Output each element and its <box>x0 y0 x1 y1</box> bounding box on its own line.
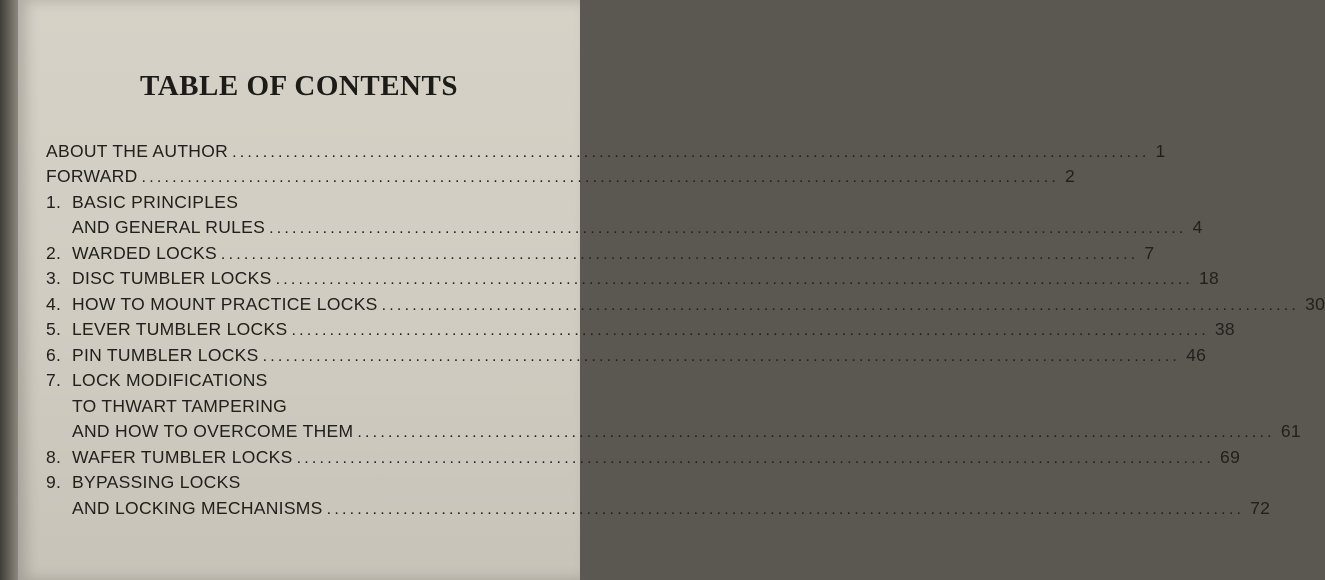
toc-line <box>46 493 1271 519</box>
toc-page-number: 69 <box>1220 446 1241 467</box>
toc-dot-leader: ........................................................................................................................ <box>220 245 1139 263</box>
toc-entry-title: FORWARD <box>46 166 138 186</box>
toc-page-number: 2 <box>1064 166 1076 186</box>
toc-entry <box>46 238 1155 264</box>
toc-entry-number: 6. <box>46 344 62 365</box>
toc-line <box>46 264 1220 290</box>
toc-entry <box>46 340 1207 366</box>
toc-dot-leader: ........................................................................................................................ <box>141 169 1059 186</box>
toc-entry-title: WARDED LOCKS <box>72 242 217 263</box>
toc-list <box>46 136 1325 519</box>
toc-entry-number: 1. <box>46 191 62 212</box>
toc-entry <box>46 187 1203 238</box>
toc-entry-number: 8. <box>46 446 62 467</box>
toc-entry-title: WAFER TUMBLER LOCKS <box>72 446 293 467</box>
book-page <box>18 0 1325 580</box>
toc-line <box>46 187 562 213</box>
toc-line <box>46 136 1166 162</box>
toc-entry <box>46 162 1076 188</box>
toc-page-number: 61 <box>1280 421 1301 441</box>
toc-entry-title: BASIC PRINCIPLES <box>72 191 239 212</box>
toc-line <box>46 366 562 392</box>
toc-dot-leader: ........................................................................................................................ <box>381 296 1300 314</box>
toc-entry-number: 7. <box>46 370 62 390</box>
toc-dot-leader: ........................................................................................................................ <box>262 347 1181 365</box>
toc-dot-leader: ........................................................................................................................ <box>326 500 1245 518</box>
toc-line <box>46 238 1155 264</box>
toc-line <box>46 289 1325 315</box>
toc-page-number: 4 <box>1192 217 1203 237</box>
toc-page-number: 72 <box>1250 497 1271 518</box>
toc-dot-leader: ........................................................................................................................ <box>291 322 1209 339</box>
toc-dot-leader: ........................................................................................................................ <box>296 449 1215 467</box>
toc-entry-title: DISC TUMBLER LOCKS <box>72 268 272 288</box>
toc-entry-number: 9. <box>46 472 62 492</box>
toc-line <box>46 468 562 494</box>
toc-page-number: 1 <box>1155 140 1166 161</box>
toc-page-number: 7 <box>1144 242 1155 263</box>
toc-entry-title: LEVER TUMBLER LOCKS <box>72 319 288 339</box>
toc-entry-title: HOW TO MOUNT PRACTICE LOCKS <box>72 293 378 314</box>
toc-entry-title: ABOUT THE AUTHOR <box>46 140 229 161</box>
toc-line <box>46 340 1207 366</box>
toc-entry-title: AND GENERAL RULES <box>72 217 266 237</box>
toc-entry <box>46 468 1271 519</box>
toc-entry-title: TO THWART TAMPERING <box>72 395 288 416</box>
toc-entry-number: 2. <box>46 242 62 263</box>
toc-line <box>46 213 1203 239</box>
toc-dot-leader: ........................................................................................................................ <box>357 424 1275 441</box>
toc-entry-title: BYPASSING LOCKS <box>72 472 241 492</box>
toc-entry-title: PIN TUMBLER LOCKS <box>72 344 259 365</box>
toc-entry <box>46 442 1241 468</box>
toc-entry <box>46 289 1325 315</box>
toc-line <box>46 417 1301 443</box>
toc-line <box>46 162 1076 188</box>
toc-line <box>46 442 1241 468</box>
toc-entry-number: 3. <box>46 268 62 288</box>
toc-entry <box>46 264 1220 290</box>
toc-entry-title: AND LOCKING MECHANISMS <box>72 497 323 518</box>
toc-page-number: 18 <box>1199 268 1220 288</box>
toc-dot-leader: ........................................................................................................................ <box>269 220 1187 237</box>
toc-page-number: 30 <box>1305 293 1325 314</box>
toc-line <box>46 315 1235 341</box>
toc-dot-leader: ........................................................................................................................ <box>232 143 1150 161</box>
toc-entry-title: LOCK MODIFICATIONS <box>72 370 268 390</box>
toc-entry <box>46 136 1166 162</box>
toc-line <box>46 391 562 417</box>
toc-entry <box>46 315 1235 341</box>
book-spine-shadow <box>0 0 18 580</box>
page-title: TABLE OF CONTENTS <box>140 70 458 102</box>
toc-entry-number: 5. <box>46 319 62 339</box>
toc-dot-leader: ........................................................................................................................ <box>275 271 1194 288</box>
toc-entry-title: AND HOW TO OVERCOME THEM <box>72 421 354 441</box>
toc-page-number: 38 <box>1214 319 1235 339</box>
toc-page-number: 46 <box>1186 344 1207 365</box>
toc-entry <box>46 366 1301 443</box>
toc-entry-number: 4. <box>46 293 62 314</box>
